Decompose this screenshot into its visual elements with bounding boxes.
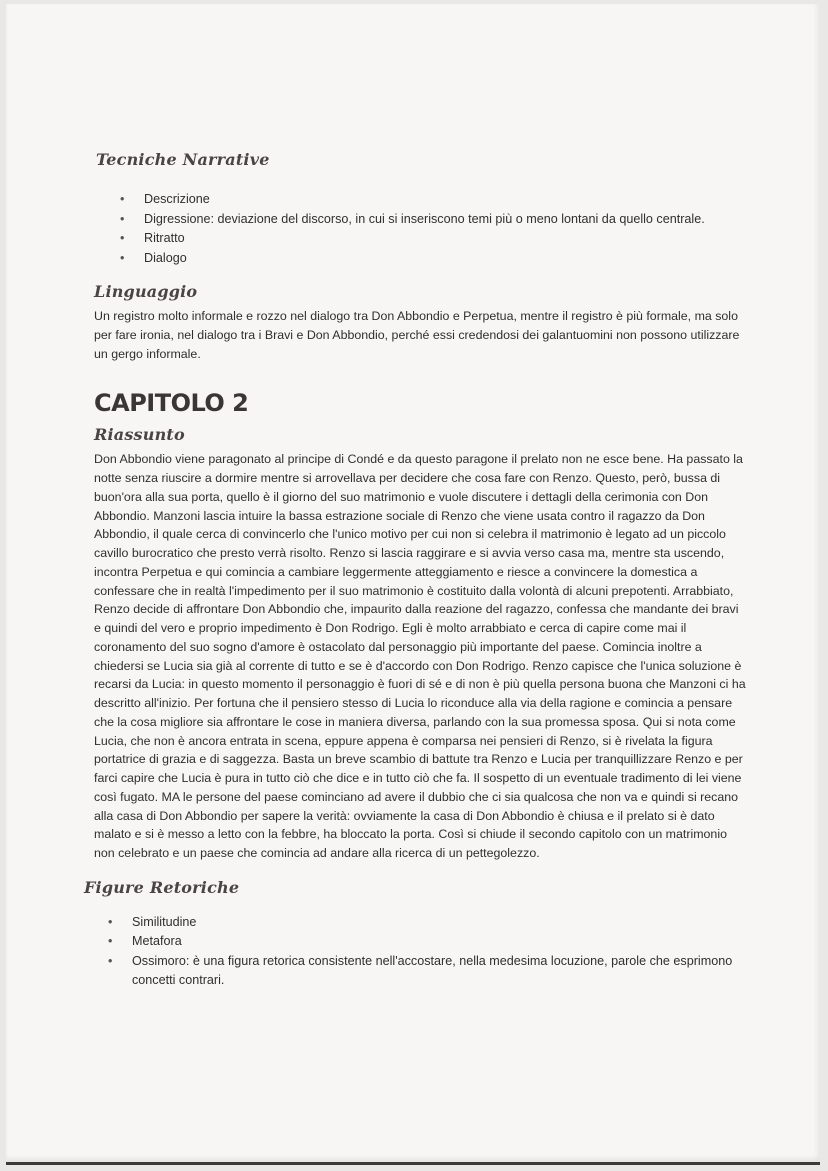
document-page bbox=[6, 4, 820, 1165]
chapter-title: CAPITOLO 2 bbox=[94, 389, 249, 418]
summary-paragraph: Don Abbondio viene paragonato al principe di Condé e da questo paragone il prelato non ne esce bene. Ha passato la notte senza riuscire a dormire mentre si arrovellava per decidere che cosa fare con Renzo. Questo, però, bussa di buon'ora alla sua porta, quello è il giorno del suo matrimonio e vuole discutere i dettagli della cerimonia con Don Abbondio. Manzoni lascia intuire la bassa estrazione sociale di Renzo che viene usata contro il ragazzo da Don Abbondio, il quale cerca di convincerlo che l'unico motivo per cui non si celebra il matrimonio è legato ad un piccolo cavillo burocratico che presto verrà risolto. Renzo si lascia raggirare e si avvia verso casa ma, mentre sta uscendo, incontra Perpetua e qui comincia a cambiare leggermente atteggiamento e riesce a convincere la domestica a confessare che in realtà l'impedimento per il suo matrimonio è costituito dalla volontà di alcuni prepotenti. Arrabbiato, Renzo decide di affrontare Don Abbondio che, impaurito dalla reazione del ragazzo, confessa che mandante dei bravi e quindi del vero e proprio impedimento è Don Rodrigo. Egli è molto arrabbiato e cerca di capire come mai il coronamento del suo sogno d'amore è ostacolato dal personaggio più importante del paese. Comincia inoltre a chiedersi se Lucia sia già al corrente di tutto e se è d'accordo con Don Rodrigo. Renzo capisce che l'unica soluzione è recarsi da Lucia: in questo momento il personaggio è fuori di sé e di non è più quella persona buona che Manzoni ci ha descritto all'inizio. Per fortuna che il pensiero stesso di Lucia lo riconduce alla via della ragione e comincia a pensare che la cosa migliore sia affrontare le cose in maniera diversa, parlando con la sua promessa sposa. Qui si nota come Lucia, che non è ancora entrata in scena, eppure appena è comparsa nei pensieri di Renzo, si è rivelata la figura portatrice di grazia e di saggezza. Basta un breve scambio di battute tra Renzo e Lucia per tranquillizzare Renzo e per farci capire che Lucia è pura in tutto ciò che dice e in tutto ciò che fa. Il sospetto di un eventuale tradimento di lei viene così fugato. MA le persone del paese cominciano ad avere il dubbio che ci sia qualcosa che non va e quindi si recano alla casa di Don Abbondio per sapere la verità: ovviamente la casa di Don Abbondio è chiusa e il prelato si è dato malato e si è messo a letto con la febbre, ha bloccato la porta. Così si chiude il secondo capitolo con un matrimonio non celebrato e un paese che comincia ad andare alla ricerca di un pettegolezzo. bbox=[94, 452, 746, 860]
narrative-techniques-list bbox=[144, 190, 748, 268]
rhetorical-figures-list bbox=[132, 913, 752, 991]
list-item: • Ossimoro: è una figura retorica consistente nell'accostare, nella medesima locuzione, parole che esprimono concetti contrari. bbox=[132, 952, 752, 991]
list-item: • Similitudine bbox=[132, 913, 752, 933]
document-content bbox=[84, 150, 748, 991]
rhetorical-figures-heading: Figure Retoriche bbox=[84, 877, 240, 897]
list-item: • Descrizione bbox=[144, 190, 748, 210]
language-paragraph: Un registro molto informale e rozzo nel dialogo tra Don Abbondio e Perpetua, mentre il registro è più formale, ma solo per fare ironia, nel dialogo tra i Bravi e Don Abbondio, perché essi credendosi dei galantuomini non possono utilizzare un gergo informale. bbox=[94, 309, 740, 361]
language-heading: Linguaggio bbox=[94, 282, 198, 301]
list-item: • Dialogo bbox=[144, 249, 748, 269]
list-item: • Metafora bbox=[132, 932, 752, 952]
narrative-techniques-heading: Tecniche Narrative bbox=[96, 150, 270, 169]
list-item: • Ritratto bbox=[144, 229, 748, 249]
list-item: • Digressione: deviazione del discorso, in cui si inseriscono temi più o meno lontani da quello centrale. bbox=[144, 210, 748, 230]
summary-heading: Riassunto bbox=[94, 425, 185, 445]
